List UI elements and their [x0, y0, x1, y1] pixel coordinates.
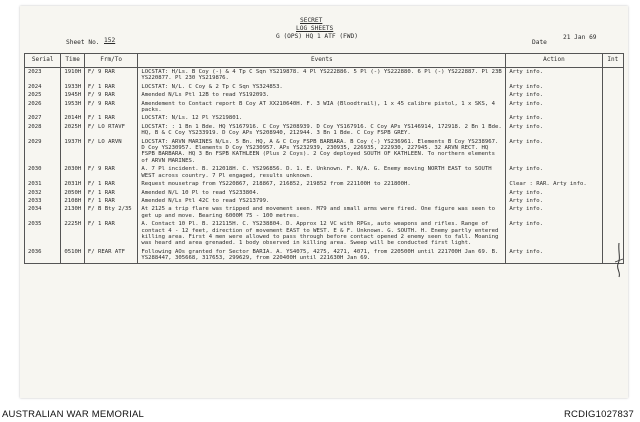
table-row	[25, 165, 624, 180]
from-to-cell: F/ LO ARVN	[84, 138, 137, 166]
time-cell: 2014H	[61, 114, 85, 122]
table-row	[25, 123, 624, 138]
int-cell	[602, 205, 623, 220]
action-cell: Arty info.	[506, 197, 602, 205]
table-row	[25, 248, 624, 263]
events-cell: LOCSTAT: : 1 Bn 1 Bde. HQ YS167916. C Coy YS208939. D Coy YS167916. C Coy APs YS146914, 172918. 2 Bn 1 Bde. HQ, B & C Coy YS233919. D Coy APs YS208940, 212944. 3 Bn 1 Bde. C Coy FSPB GREY.	[138, 123, 506, 138]
from-to-cell: F/ 1 RAR	[84, 197, 137, 205]
int-cell	[602, 83, 623, 91]
from-to-cell: F/ 1 RAR	[84, 180, 137, 188]
events-cell: LOCSTAT: N/L. C Coy & 2 Tp C Sqn YS324853.	[138, 83, 506, 91]
events-cell: Following AOs granted for Sector BARIA. A. YS4075, 4275, 4271, 4071, from 220500H until 221700H Jan 69. B. YS288447, 305668, 317653, 299629, from 220400H until 221630H Jan 69.	[138, 248, 506, 263]
column-header-events: Events	[138, 54, 506, 68]
serial-cell: 2029	[25, 138, 61, 166]
log-sheets-title: LOG SHEETS	[296, 25, 334, 32]
table-row	[25, 220, 624, 248]
column-header-action: Action	[506, 54, 602, 68]
action-cell: Arty info.	[506, 248, 602, 263]
column-header-int: Int	[602, 54, 623, 68]
serial-cell: 2031	[25, 180, 61, 188]
table-row	[25, 180, 624, 188]
action-cell: Arty info.	[506, 165, 602, 180]
action-cell: Arty info.	[506, 220, 602, 248]
serial-cell: 2036	[25, 248, 61, 263]
table-row	[25, 138, 624, 166]
events-cell: Amended N/L 10 Pl to read YS233804.	[138, 189, 506, 197]
table-header-row	[25, 54, 624, 68]
time-cell: 1953H	[61, 100, 85, 115]
unit-heading: G (OPS) HQ 1 ATF (FWD)	[276, 33, 358, 40]
action-cell: Clear : RAR. Arty info.	[506, 180, 602, 188]
events-cell: LOCSTAT: ARVN MARINES N/Ls. 5 Bn. HQ, A & C Coy FSPB BARBARA. B Coy (-) YS236961. Elements B Coy YS238967. D Coy YS230957. Elements D Coy YS230957. APs YS232939, 230935, 226935, 222930, 227945. 32 ARVN RECT. HQ FSPB BARBARA. HQ 3 Bn FSPB KATHLEEN (Plus 2 Coys). 2 Coy deployed SOUTH OF KATHLEEN. To northern elements of ARVN MARINES.	[138, 138, 506, 166]
action-cell: Arty info.	[506, 83, 602, 91]
serial-cell: 2027	[25, 114, 61, 122]
table-row	[25, 189, 624, 197]
serial-cell: 2030	[25, 165, 61, 180]
events-cell: LOCSTAT: N/Ls. 12 Pl YS219801.	[138, 114, 506, 122]
int-cell	[602, 123, 623, 138]
from-to-cell: F/ 1 RAR	[84, 114, 137, 122]
int-cell	[602, 100, 623, 115]
events-cell: Request mousetrap from YS220867, 218867, 216852, 219852 from 221100H to 221800H.	[138, 180, 506, 188]
events-cell: Amended N/Ls Ptl 12B to read YS192093.	[138, 91, 506, 99]
footer-record-id: RCDIG1027837	[564, 409, 634, 420]
from-to-cell: F/ 9 RAR	[84, 100, 137, 115]
int-cell	[602, 138, 623, 166]
serial-cell: 2033	[25, 197, 61, 205]
classification-label: SECRET	[300, 17, 323, 24]
serial-cell: 2026	[25, 100, 61, 115]
time-cell: 2108H	[61, 197, 85, 205]
time-cell: 2031H	[61, 180, 85, 188]
events-cell: A. 7 Pl incident. B. 212018H. C. YS296856. D. 1. E. Unknown. F. N/A. G. Enemy moving NORTH EAST to SOUTH WEST across country. 7 Pl engaged, results unknown.	[138, 165, 506, 180]
from-to-cell: F/ 9 RAR	[84, 68, 137, 83]
log-sheet-page	[20, 6, 628, 398]
from-to-cell: F/ 1 RAR	[84, 83, 137, 91]
sheet-number-label: Sheet No.	[66, 39, 100, 46]
column-header-from-to: Frm/To	[84, 54, 137, 68]
serial-cell: 2034	[25, 205, 61, 220]
table-row	[25, 205, 624, 220]
events-cell: Amendement to Contact report B Coy AT XX210640H. F. 3 WIA (Bloodtrail), 1 x 45 calibre pistol, 1 x SKS, 4 packs.	[138, 100, 506, 115]
events-cell: LOCSTAT: H/Ls. B Coy (-) & 4 Tp C Sqn YS219878. 4 Pl YS222886. 5 Pl (-) YS222880. 6 Pl (-) YS222887. Pl 23B YS220877. Pl 230 YS219876.	[138, 68, 506, 83]
serial-cell: 2024	[25, 83, 61, 91]
int-cell	[602, 180, 623, 188]
from-to-cell: F/ 9 RAR	[84, 165, 137, 180]
from-to-cell: F/ 1 RAR	[84, 189, 137, 197]
time-cell: 2130H	[61, 205, 85, 220]
serial-cell: 2032	[25, 189, 61, 197]
events-cell: A. Contact 10 Pl. B. 212115H. C. YS238804. D. Approx 12 VC with RPGs, auto weapons and rifles. Range of contact 4 - 12 feet, direction of movement EAST to WEST. E & F. Unknown. G. SOUTH. H. Enemy partly entered killing area. First 4 men were allowed to pass through before contact opened 2 enemy seen to fall. Moaning was heard and area grenaded. 1 body observed in killing area. Sweep will be conducted first light.	[138, 220, 506, 248]
table-row	[25, 91, 624, 99]
from-to-cell: F/ B Bty 2/35	[84, 205, 137, 220]
handwritten-margin-mark	[612, 242, 626, 278]
time-cell: 1910H	[61, 68, 85, 83]
from-to-cell: F/ LO RTAVF	[84, 123, 137, 138]
action-cell: Arty info.	[506, 189, 602, 197]
from-to-cell: F/ REAR ATF	[84, 248, 137, 263]
int-cell	[602, 91, 623, 99]
serial-cell: 2035	[25, 220, 61, 248]
events-cell: Amended N/Ls Ptl 42C to read YS213799.	[138, 197, 506, 205]
column-header-serial: Serial	[25, 54, 61, 68]
action-cell: Arty info.	[506, 138, 602, 166]
time-cell: 2050H	[61, 189, 85, 197]
int-cell	[602, 68, 623, 83]
from-to-cell: F/ 9 RAR	[84, 91, 137, 99]
table-row	[25, 197, 624, 205]
int-cell	[602, 114, 623, 122]
time-cell: 1937H	[61, 138, 85, 166]
table-row	[25, 68, 624, 83]
serial-cell: 2023	[25, 68, 61, 83]
events-cell: At 2125 a trip flare was tripped and movement seen. M79 and small arms were fired. One figure was seen to get up and move. Bearing 6000M 75 - 100 metres.	[138, 205, 506, 220]
time-cell: 2030H	[61, 165, 85, 180]
time-cell: 2225H	[61, 220, 85, 248]
footer-archive-name: AUSTRALIAN WAR MEMORIAL	[2, 409, 145, 420]
serial-cell: 2025	[25, 91, 61, 99]
date-label: Date	[532, 39, 547, 46]
time-cell: 2025H	[61, 123, 85, 138]
action-cell: Arty info.	[506, 68, 602, 83]
log-table	[24, 53, 624, 264]
date-value: 21 Jan 69	[563, 34, 597, 41]
action-cell: Arty info.	[506, 114, 602, 122]
time-cell: 1945H	[61, 91, 85, 99]
column-header-time: Time	[61, 54, 85, 68]
action-cell: Arty info.	[506, 91, 602, 99]
time-cell: 1933H	[61, 83, 85, 91]
action-cell: Arty info.	[506, 205, 602, 220]
int-cell	[602, 197, 623, 205]
int-cell	[602, 165, 623, 180]
from-to-cell: F/ 1 RAR	[84, 220, 137, 248]
table-row	[25, 114, 624, 122]
action-cell: Arty info.	[506, 100, 602, 115]
int-cell	[602, 189, 623, 197]
serial-cell: 2028	[25, 123, 61, 138]
table-row	[25, 100, 624, 115]
time-cell: 0510H	[61, 248, 85, 263]
table-row	[25, 83, 624, 91]
sheet-number: 152	[104, 37, 116, 44]
action-cell: Arty info.	[506, 123, 602, 138]
